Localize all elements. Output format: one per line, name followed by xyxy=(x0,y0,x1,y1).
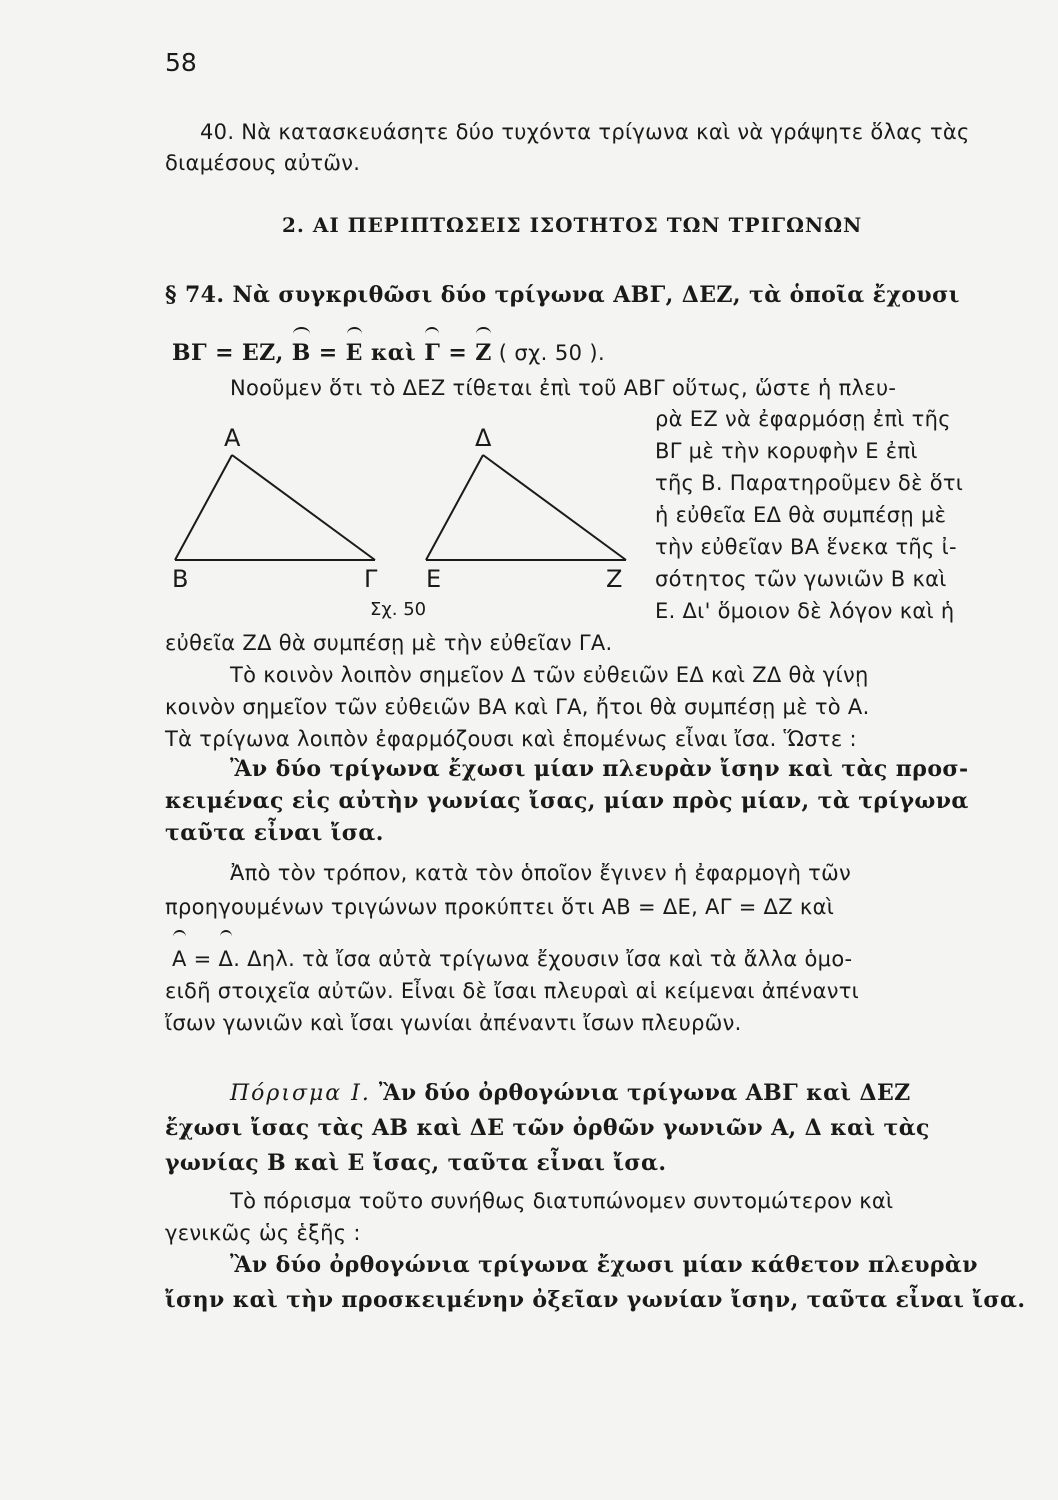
corollary-line-7: ἴσην καὶ τὴν προσκειμένην ὀξεῖαν γωνίαν ἴσην, ταῦτα εἶναι ἴσα. xyxy=(165,1287,1026,1313)
side-ag xyxy=(232,455,375,560)
body-line-6: τὴν εὐθεῖαν ΒΑ ἕνεκα τῆς ἰ- xyxy=(655,535,957,559)
corollary-line-6: Ἂν δύο ὀρθογώνια τρίγωνα ἔχωσι μίαν κάθετον πλευρὰν xyxy=(230,1252,978,1278)
corollary-line-3: γωνίας Β καὶ Ε ἴσας, ταῦτα εἶναι ἴσα. xyxy=(165,1150,667,1176)
angle-d: Δ xyxy=(219,943,234,975)
body-line-10: Τὸ κοινὸν λοιπὸν σημεῖον Δ τῶν εὐθειῶν ΕΔ καὶ ΖΔ θὰ γίνῃ xyxy=(230,663,869,687)
angle-b: Β xyxy=(291,340,311,366)
angle-e: Ε xyxy=(345,340,363,366)
body-line-5: ἡ εὐθεῖα ΕΔ θὰ συμπέσῃ μὲ xyxy=(655,503,947,527)
vertex-label-z: Ζ xyxy=(606,565,623,593)
exercise-40-line-2: διαμέσους αὐτῶν. xyxy=(165,151,361,175)
triangle-abg xyxy=(172,424,378,593)
after-line-3-text: . Δηλ. τὰ ἴσα αὐτὰ τρίγωνα ἔχουσιν ἴσα καὶ τὰ ἄλλα ὁμο- xyxy=(233,947,853,971)
corollary-line-2: ἔχωσι ἴσας τὰς ΑΒ καὶ ΔΕ τῶν ὀρθῶν γωνιῶν Α, Δ καὶ τὰς xyxy=(165,1115,930,1141)
equals-sign: = xyxy=(186,947,219,971)
side-de xyxy=(426,455,483,560)
figure-reference: ( σχ. 50 ). xyxy=(491,341,606,365)
angle-g: Γ xyxy=(424,340,441,366)
body-line-3: ΒΓ μὲ τὴν κορυφὴν Ε ἐπὶ xyxy=(655,439,918,463)
after-line-2: προηγουμένων τριγώνων προκύπτει ὅτι ΑΒ = ΔΕ, ΑΓ = ΔΖ καὶ xyxy=(165,895,835,919)
angle-z: Ζ xyxy=(475,340,492,366)
vertex-label-g: Γ xyxy=(364,565,378,593)
conjunction: καὶ xyxy=(362,340,425,366)
equals-sign: = xyxy=(440,340,476,366)
paragraph-74-title: § 74. Νὰ συγκριθῶσι δύο τρίγωνα ΑΒΓ, ΔΕΖ, τὰ ὁποῖα ἔχουσι xyxy=(165,282,960,308)
corollary-label: Πόρισμα I. xyxy=(230,1081,371,1106)
vertex-label-e: Ε xyxy=(426,565,442,593)
corollary-line-5: γενικῶς ὡς ἑξῆς : xyxy=(165,1221,361,1245)
figure-caption: Σχ. 50 xyxy=(370,599,427,620)
theorem-line-3: ταῦτα εἶναι ἴσα. xyxy=(165,820,384,846)
exercise-40-line-1: 40. Νὰ κατασκευάσητε δύο τυχόντα τρίγωνα καὶ νὰ γράψητε ὅλας τὰς xyxy=(200,120,970,144)
after-line-5: ἴσων γωνιῶν καὶ ἴσαι γωνίαι ἀπέναντι ἴσων πλευρῶν. xyxy=(165,1011,742,1035)
theorem-line-1: Ἂν δύο τρίγωνα ἔχωσι μίαν πλευρὰν ἴσην καὶ τὰς προσ- xyxy=(230,756,969,782)
body-line-1: Νοοῦμεν ὅτι τὸ ΔΕΖ τίθεται ἐπὶ τοῦ ΑΒΓ οὕτως, ὥστε ἡ πλευ- xyxy=(230,376,897,400)
vertex-label-b: Β xyxy=(172,565,189,593)
condition-side: ΒΓ = ΕΖ, xyxy=(172,340,292,366)
body-line-12: Τὰ τρίγωνα λοιπὸν ἐφαρμόζουσι καὶ ἑπομένως εἶναι ἴσα. Ὥστε : xyxy=(165,727,857,751)
after-line-3 xyxy=(172,943,852,975)
section-title: 2. ΑΙ ΠΕΡΙΠΤΩΣΕΙΣ ΙΣΟΤΗΤΟΣ ΤΩΝ ΤΡΙΓΩΝΩΝ xyxy=(282,213,863,237)
body-line-9: εὐθεῖα ΖΔ θὰ συμπέσῃ μὲ τὴν εὐθεῖαν ΓΑ. xyxy=(165,631,613,655)
equals-sign: = xyxy=(310,340,346,366)
body-line-8: Ε. Δι' ὅμοιον δὲ λόγον καὶ ἡ xyxy=(655,599,955,623)
after-line-4: ειδῆ στοιχεῖα αὐτῶν. Εἶναι δὲ ἴσαι πλευραὶ αἱ κείμεναι ἀπέναντι xyxy=(165,979,860,1003)
body-line-2: ρὰ ΕΖ νὰ ἐφαρμόσῃ ἐπὶ τῆς xyxy=(655,407,951,431)
theorem-line-2: κειμένας εἰς αὐτὴν γωνίας ἴσας, μίαν πρὸς μίαν, τὰ τρίγωνα xyxy=(165,788,969,814)
side-ab xyxy=(175,455,232,560)
page-number: 58 xyxy=(165,48,197,77)
angle-a: Α xyxy=(172,943,187,975)
body-line-7: σότητος τῶν γωνιῶν Β καὶ xyxy=(655,567,947,591)
vertex-label-a: Α xyxy=(224,424,241,452)
corollary-line-1 xyxy=(230,1080,911,1106)
after-line-1: Ἀπὸ τὸν τρόπον, κατὰ τὸν ὁποῖον ἔγινεν ἡ ἐφαρμογὴ τῶν xyxy=(230,861,852,885)
corollary-line-1-text: Ἂν δύο ὀρθογώνια τρίγωνα ΑΒΓ καὶ ΔΕΖ xyxy=(370,1080,911,1106)
paragraph-74-conditions xyxy=(172,340,605,366)
vertex-label-d: Δ xyxy=(475,424,492,452)
body-line-11: κοινὸν σημεῖον τῶν εὐθειῶν ΒΑ καὶ ΓΑ, ἤτοι θὰ συμπέσῃ μὲ τὸ Α. xyxy=(165,695,870,719)
body-line-4: τῆς Β. Παρατηροῦμεν δὲ ὅτι xyxy=(655,471,964,495)
figure-50 xyxy=(160,410,640,630)
triangle-dez xyxy=(426,424,626,593)
side-dz xyxy=(483,455,626,560)
corollary-line-4: Τὸ πόρισμα τοῦτο συνήθως διατυπώνομεν συντομώτερον καὶ xyxy=(230,1189,894,1213)
